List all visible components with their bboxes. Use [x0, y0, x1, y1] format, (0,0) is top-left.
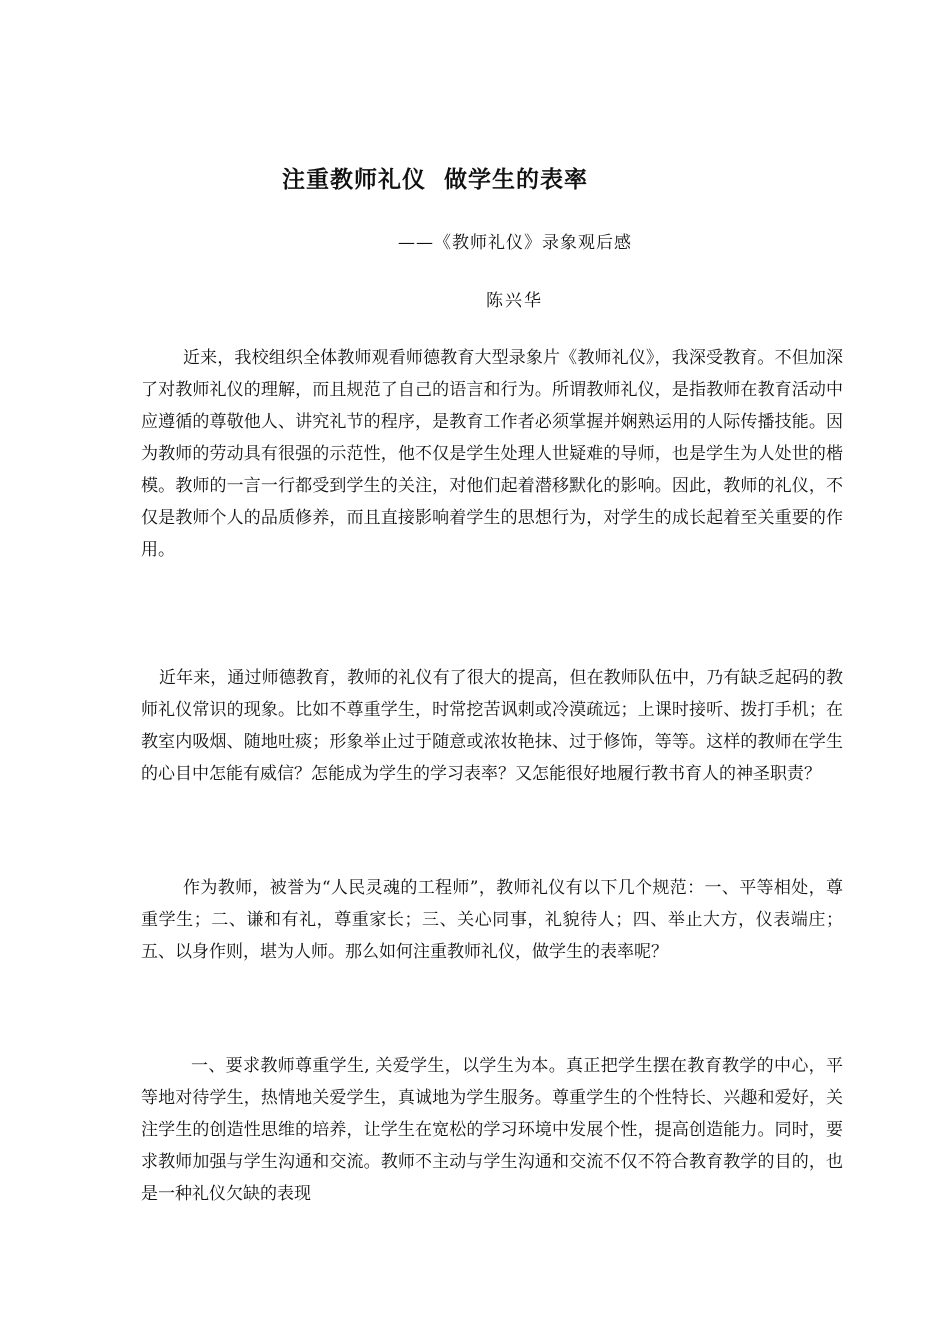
paragraph-2: 近年来，通过师德教育，教师的礼仪有了很大的提高，但在教师队伍中，乃有缺乏起码的教师礼仪常识的现象。比如不尊重学生，时常挖苦讽刺或冷漠疏远；上课时接听、拨打手机；在教室内吸烟、随地吐痰；形象举止过于随意或浓妆艳抹、过于修饰，等等。这样的教师在学生的心目中怎能有威信？怎能成为学生的学习表率？又怎能很好地履行教书育人的神圣职责？	[141, 668, 843, 784]
paragraph-3: 作为教师，被誉为“人民灵魂的工程师”，教师礼仪有以下几个规范：一、平等相处，尊重学生；二、谦和有礼，尊重家长；三、关心同事，礼貌待人；四、举止大方，仪表端庄；五、以身作则，堪为人师。那么如何注重教师礼仪，做学生的表率呢？	[141, 878, 843, 962]
author-name: 陈兴华	[486, 291, 543, 311]
document-title: 注重教师礼仪 做学生的表率	[281, 167, 588, 194]
document-subtitle: ——《教师礼仪》录象观后感	[398, 233, 632, 253]
paragraph-4: 一、要求教师尊重学生, 关爱学生，以学生为本。真正把学生摆在教育教学的中心，平等地对待学生，热情地关爱学生，真诚地为学生服务。尊重学生的个性特长、兴趣和爱好，关注学生的创造性思维的培养，让学生在宽松的学习环境中发展个性，提高创造能力。同时，要求教师加强与学生沟通和交流。教师不主动与学生沟通和交流不仅不符合教育教学的目的，也是一种礼仪欠缺的表现	[141, 1056, 843, 1204]
paragraph-1: 近来，我校组织全体教师观看师德教育大型录象片《教师礼仪》，我深受教育。不但加深了对教师礼仪的理解，而且规范了自己的语言和行为。所谓教师礼仪，是指教师在教育活动中应遵循的尊敬他人、讲究礼节的程序，是教育工作者必须掌握并娴熟运用的人际传播技能。因为教师的劳动具有很强的示范性，他不仅是学生处理人世疑难的导师，也是学生为人处世的楷模。教师的一言一行都受到学生的关注，对他们起着潜移默化的影响。因此，教师的礼仪，不仅是教师个人的品质修养，而且直接影响着学生的思想行为，对学生的成长起着至关重要的作用。	[141, 348, 843, 560]
